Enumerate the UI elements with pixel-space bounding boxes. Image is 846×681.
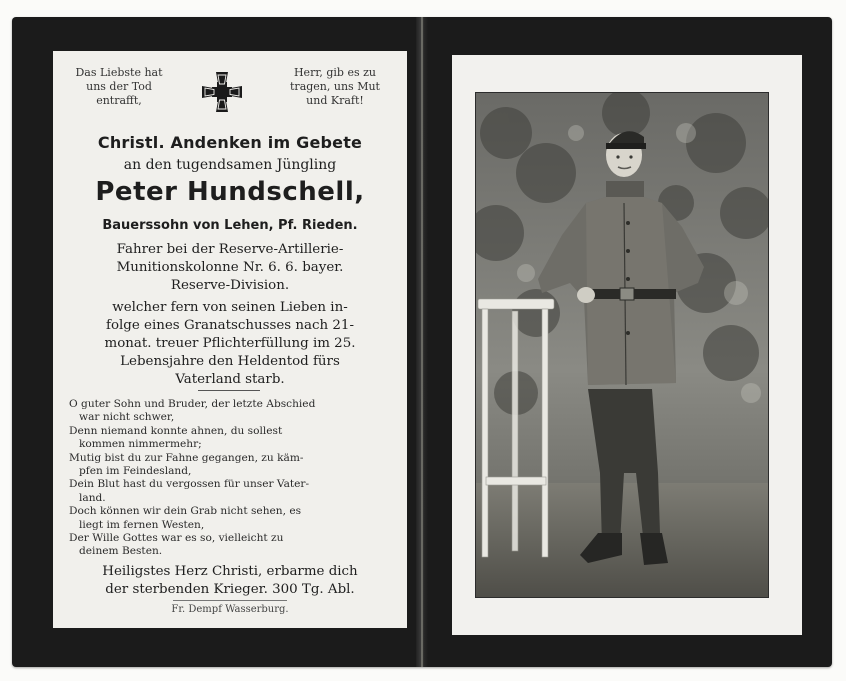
- card-fold: [416, 17, 428, 667]
- poem-line: O guter Sohn und Bruder, der letzte Abschied: [69, 398, 316, 410]
- poem-line: Der Wille Gottes war es so, vielleicht zu: [69, 532, 284, 545]
- poem-line: Dein Blut hast du vergossen für unser Vater-: [69, 478, 310, 491]
- unit-line: Fahrer bei der Reserve-Artillerie-: [116, 242, 344, 257]
- corner-verse-right: Herr, gib es zu tragen, uns Mut und Kraft!: [290, 66, 380, 107]
- dedication: an den tugendsamen Jüngling: [123, 157, 337, 173]
- soldier-photo: [475, 92, 769, 598]
- poem-line: Mutig bist du zur Fahne gegangen, zu käm-: [69, 451, 304, 464]
- death-line: monat. treuer Pflichterfüllung im 25.: [104, 336, 356, 351]
- unit-line: Munitionskolonne Nr. 6. 6. bayer.: [116, 260, 344, 275]
- poem-line: land.: [79, 491, 106, 504]
- death-line: folge eines Granatschusses nach 21-: [106, 318, 354, 333]
- text-panel: [53, 51, 407, 628]
- printer-credit: Fr. Dempf Wasserburg.: [171, 604, 289, 615]
- soldier-photo-image: [476, 93, 768, 597]
- printer-divider: [173, 600, 287, 601]
- iron-cross-icon: [199, 69, 245, 115]
- death-line: Vaterland starb.: [175, 372, 285, 387]
- poem-line: liegt im fernen Westen,: [79, 518, 205, 531]
- poem-line: Denn niemand konnte ahnen, du sollest: [69, 424, 283, 437]
- prayer: [53, 563, 407, 599]
- poem-line: war nicht schwer,: [79, 411, 175, 424]
- poem-line: pfen im Feindesland,: [79, 465, 192, 478]
- death-line: welcher fern von seinen Lieben in-: [112, 300, 348, 315]
- unit-line: Reserve-Division.: [170, 278, 290, 293]
- poem: [69, 398, 401, 559]
- poem-line: Doch können wir dein Grab nicht sehen, es: [69, 505, 302, 518]
- prayer-line: Heiligstes Herz Christi, erbarme dich: [102, 564, 358, 579]
- corner-verse-left: Das Liebste hat uns der Tod entrafft,: [75, 66, 163, 107]
- poem-line: kommen nimmermehr;: [79, 438, 202, 451]
- prayer-line: der sterbenden Krieger. 300 Tg. Abl.: [105, 582, 355, 597]
- card-heading: Christl. Andenken im Gebete: [97, 133, 363, 152]
- poem-line: deinem Besten.: [79, 545, 163, 558]
- origin-line: Bauerssohn von Lehen, Pf. Rieden.: [102, 218, 358, 233]
- death-line: Lebensjahre den Heldentod fürs: [120, 354, 340, 369]
- divider: [198, 390, 260, 391]
- deceased-name: Peter Hundschell,: [95, 177, 365, 207]
